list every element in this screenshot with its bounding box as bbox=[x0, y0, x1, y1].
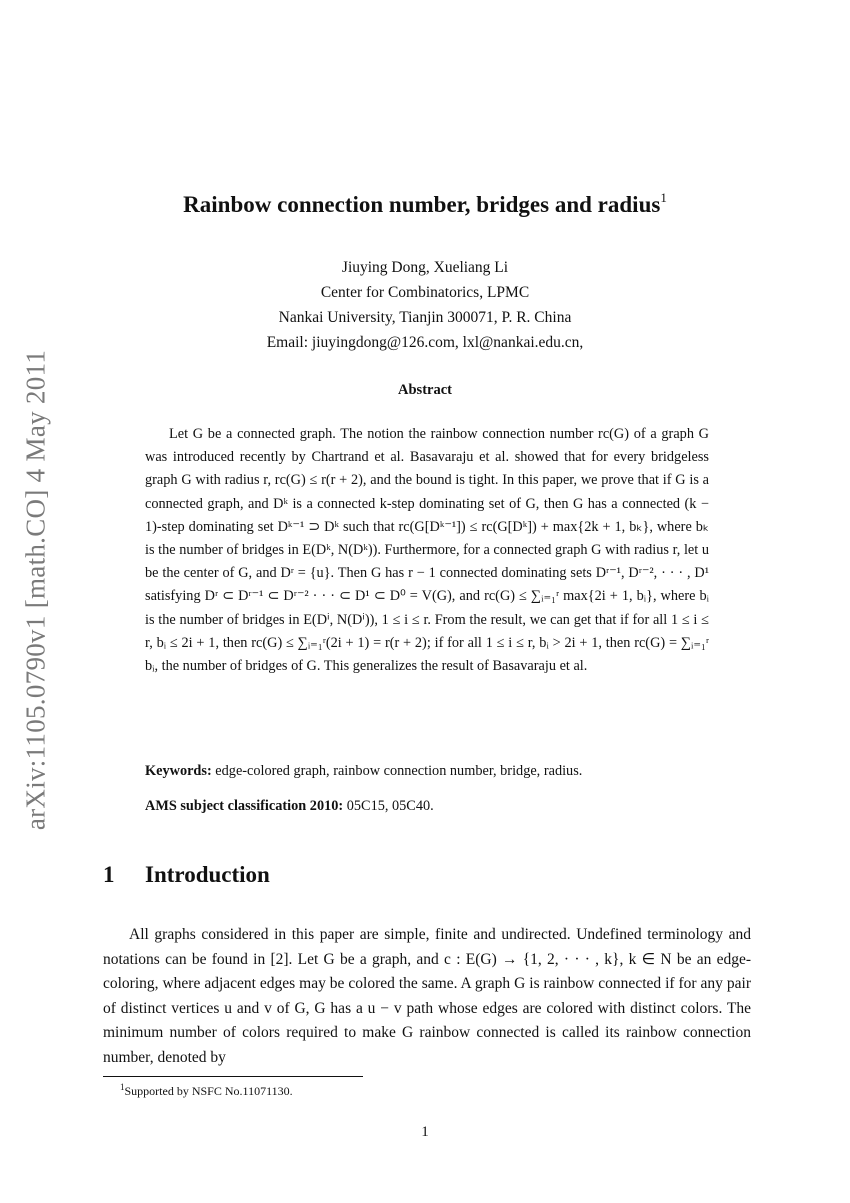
arxiv-stamp bbox=[6, 330, 66, 850]
author-block bbox=[0, 255, 850, 355]
author-names: Jiuying Dong, Xueliang Li bbox=[341, 259, 509, 276]
arxiv-stamp-text: arXiv:1105.0790v1 [math.CO] 4 May 2011 bbox=[20, 349, 51, 831]
section-number: 1 bbox=[103, 862, 115, 887]
title-footnote-mark: 1 bbox=[660, 190, 667, 205]
ams-label: AMS subject classification 2010: bbox=[145, 798, 344, 814]
footnote-mark: 1 bbox=[120, 1082, 125, 1092]
ams-classification-line bbox=[145, 798, 709, 815]
abstract-heading: Abstract bbox=[398, 382, 452, 398]
author-center: Center for Combinatorics, LPMC bbox=[320, 284, 530, 301]
author-email: Email: jiuyingdong@126.com, lxl@nankai.edu.cn, bbox=[266, 334, 584, 351]
keywords-label: Keywords: bbox=[145, 763, 212, 779]
ams-text: 05C15, 05C40. bbox=[346, 798, 434, 814]
section-title: Introduction bbox=[145, 862, 270, 887]
footnote bbox=[120, 1082, 293, 1099]
abstract-body: Let G be a connected graph. The notion the rainbow connection number rc(G) of a graph G was introduced recently by Chartrand et al. Basavaraju et al. showed that for every bridgeless graph G with radius r, rc(G) ≤ r(r + 2), and the bound is tight. In this paper, we prove that if G is a connected graph, and Dᵏ is a connected k-step dominating set of G, then G has a connected (k − 1)-step dominating set Dᵏ⁻¹ ⊃ Dᵏ such that rc(G[Dᵏ⁻¹]) ≤ rc(G[Dᵏ]) + max{2k + 1, bₖ}, where bₖ is the number of bridges in E(Dᵏ, N(Dᵏ)). Furthermore, for a connected graph G with radius r, let u be the center of G, and Dʳ = {u}. Then G has r − 1 connected dominating sets Dʳ⁻¹, Dʳ⁻², · · · , D¹ satisfying Dʳ ⊂ Dʳ⁻¹ ⊂ Dʳ⁻² · · · ⊂ D¹ ⊂ D⁰ = V(G), and rc(G) ≤ ∑ᵢ₌₁ʳ max{2i + 1, bᵢ}, where bᵢ is the number of bridges in E(Dⁱ, N(Dⁱ)), 1 ≤ i ≤ r. From the result, we can get that if for all 1 ≤ i ≤ r, bᵢ ≤ 2i + 1, then rc(G) ≤ ∑ᵢ₌₁ʳ(2i + 1) = r(r + 2); if for all 1 ≤ i ≤ r, bᵢ > 2i + 1, then rc(G) = ∑ᵢ₌₁ʳ bᵢ, the number of bridges of G. This generalizes the result of Basavaraju et al. bbox=[145, 426, 709, 675]
footnote-divider bbox=[103, 1076, 363, 1077]
section-heading bbox=[103, 862, 270, 888]
keywords-text: edge-colored graph, rainbow connection number, bridge, radius. bbox=[215, 763, 583, 779]
keywords-line bbox=[145, 763, 709, 780]
author-university: Nankai University, Tianjin 300071, P. R. China bbox=[278, 309, 572, 326]
footnote-text: Supported by NSFC No.11071130. bbox=[124, 1084, 293, 1098]
page-number: 1 bbox=[421, 1124, 429, 1140]
introduction-body: All graphs considered in this paper are simple, finite and undirected. Undefined terminology and notations can be found in [2]. Let G be a graph, and c : E(G) → {1, 2, · · · , k}, k ∈ N be an edge-coloring, where adjacent edges may be colored the same. A graph G is rainbow connected if for any pair of distinct vertices u and v of G, G has a u − v path whose edges are colored with distinct colors. The minimum number of colors required to make G rainbow connected is called its rainbow connection number, denoted by bbox=[103, 926, 751, 1066]
paper-title bbox=[0, 190, 850, 218]
paper-title-text: Rainbow connection number, bridges and radius bbox=[183, 192, 661, 217]
